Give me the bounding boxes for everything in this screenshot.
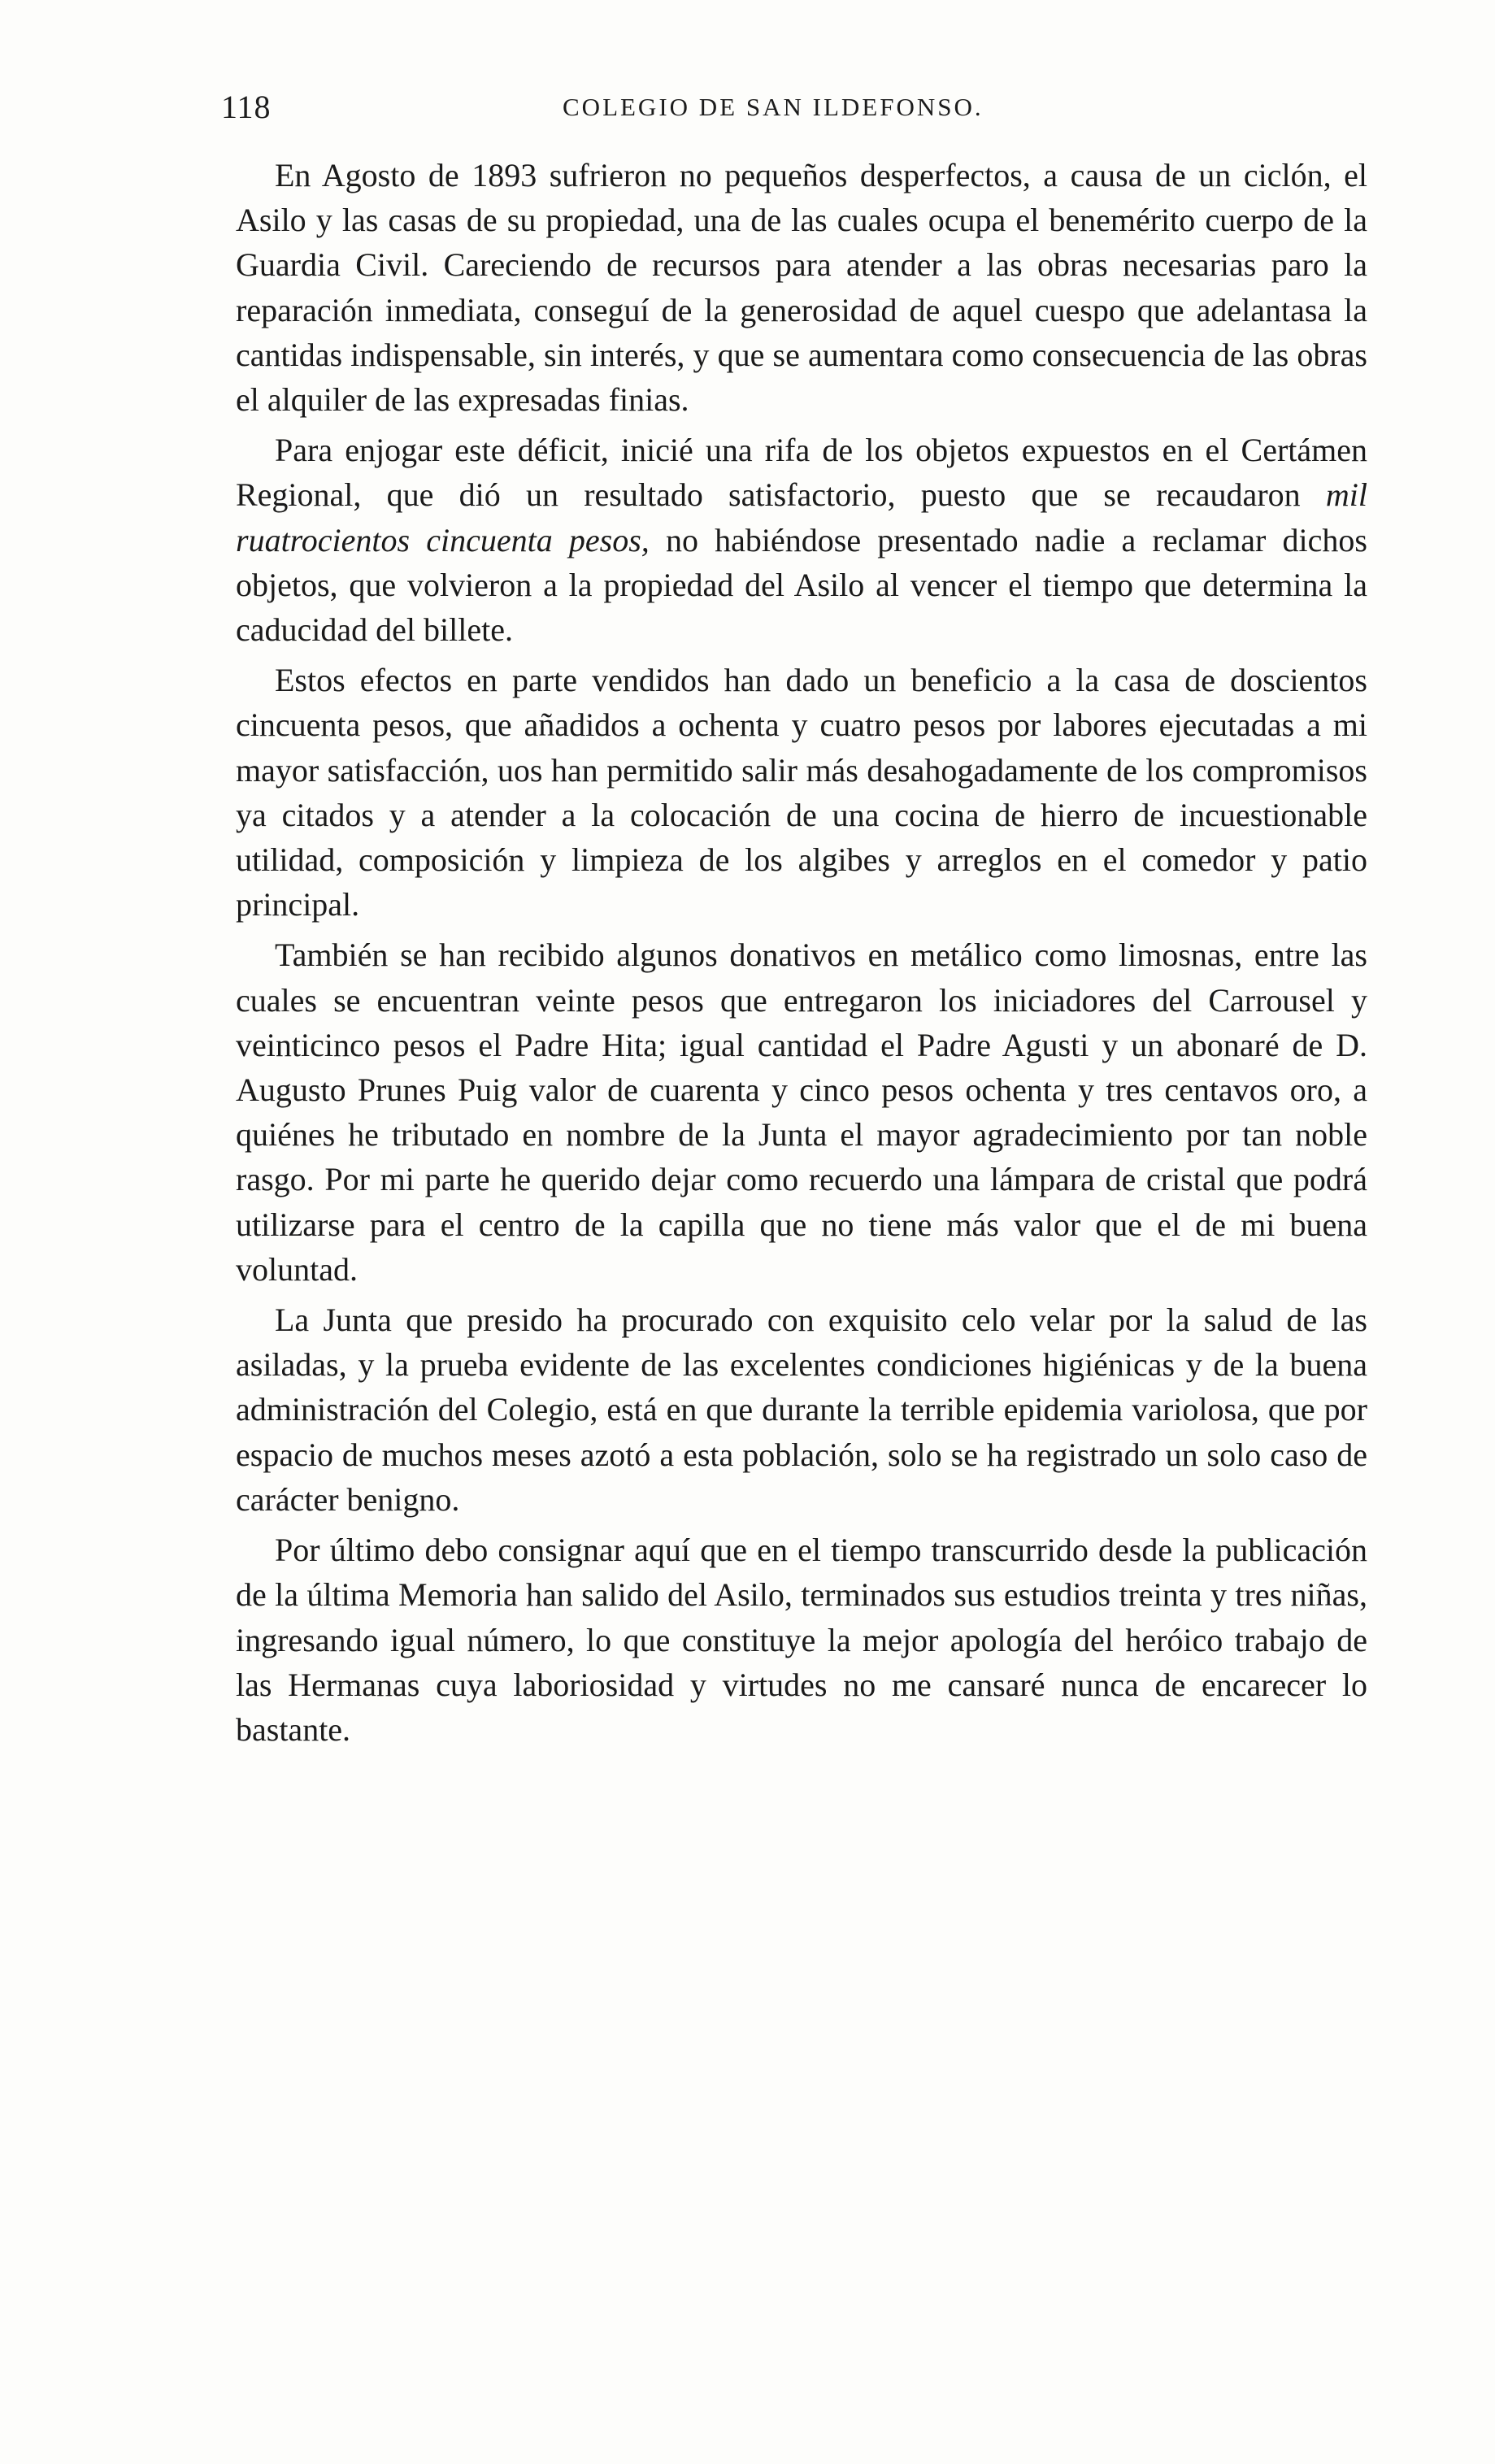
paragraph-text: Estos efectos en parte vendidos han dado un beneficio a la casa de doscientos cincuenta pesos, que añadidos a ochenta y cuatro pesos por labores ejecutadas a mi mayor satisfacción, uos han permitido salir más desahogadamente de los compromisos ya citados y a atender a la colocación de una cocina de hierro de incuestionable utilidad, composición y limpieza de los algibes y arreglos en el comedor y patio principal.	[236, 662, 1367, 923]
paragraph-sales-benefit	[236, 658, 1367, 927]
running-title: COLEGIO DE SAN ILDEFONSO.	[563, 93, 984, 121]
paragraph-text: En Agosto de 1893 sufrieron no pequeños desperfectos, a causa de un ciclón, el Asilo y las casas de su propiedad, una de las cuales ocupa el benemérito cuerpo de la Guardia Civil. Careciendo de recursos para atender a las obras necesarias paro la reparación inmediata, conseguí de la generosidad de aquel cuespo que adelantasa la cantidas indispensable, sin interés, y que se aumentara como consecuencia de las obras el alquiler de las expresadas finias.	[236, 157, 1367, 419]
paragraph-text: También se han recibido algunos donativos en metálico como limosnas, entre las cuales se encuentran veinte pesos que entregaron los iniciadores del Carrousel y veinticinco pesos el Padre Hita; igual cantidad el Padre Agusti y un abonaré de D. Augusto Prunes Puig valor de cuarenta y cinco pesos ochenta y tres centavos oro, a quiénes he tributado en nombre de la Junta el mayor agradecimiento por tan noble rasgo. Por mi parte he querido dejar como recuerdo una lámpara de cristal que podrá utilizarse para el centro de la capilla que no tiene más valor que el de mi buena voluntad.	[236, 936, 1367, 1288]
paragraph-italic-amount: mil ruatrocientos cincuenta pesos,	[236, 476, 1367, 558]
paragraph-text: La Junta que presido ha procurado con exquisito celo velar por la salud de las asiladas, y la prueba evidente de las excelentes condiciones higiénicas y de la buena administración del Colegio, está en que durante la terrible epidemia variolosa, que por espacio de muchos meses azotó a esta población, solo se ha registrado un solo caso de carácter benigno.	[236, 1302, 1367, 1518]
paragraph-raffle	[236, 428, 1367, 652]
paragraph-text-before: Para enjogar este déficit, inicié una rifa de los objetos expuestos en el Certámen Regional, que dió un resultado satisfactorio, puesto que se recaudaron	[236, 432, 1367, 514]
paragraph-text-after: no habiéndose presentado nadie a reclamar dichos objetos, que volvieron a la propiedad del Asilo al vencer el tiempo que determina la caducidad del billete.	[236, 521, 1367, 649]
body-text	[236, 153, 1367, 1752]
running-head	[221, 88, 1359, 137]
paragraph-text: Por último debo consignar aquí que en el tiempo transcurrido desde la publicación de la última Memoria han salido del Asilo, terminados sus estudios treinta y tres niñas, ingresando igual número, lo que constituye la mejor apología del heróico trabajo de las Hermanas cuya laboriosidad y virtudes no me cansaré nunca de encarecer lo bastante.	[236, 1532, 1367, 1748]
paragraph-graduates	[236, 1528, 1367, 1752]
paragraph-health	[236, 1297, 1367, 1522]
page-number: 118	[221, 89, 272, 125]
paragraph-cyclone-damage	[236, 153, 1367, 422]
paragraph-donations	[236, 932, 1367, 1292]
